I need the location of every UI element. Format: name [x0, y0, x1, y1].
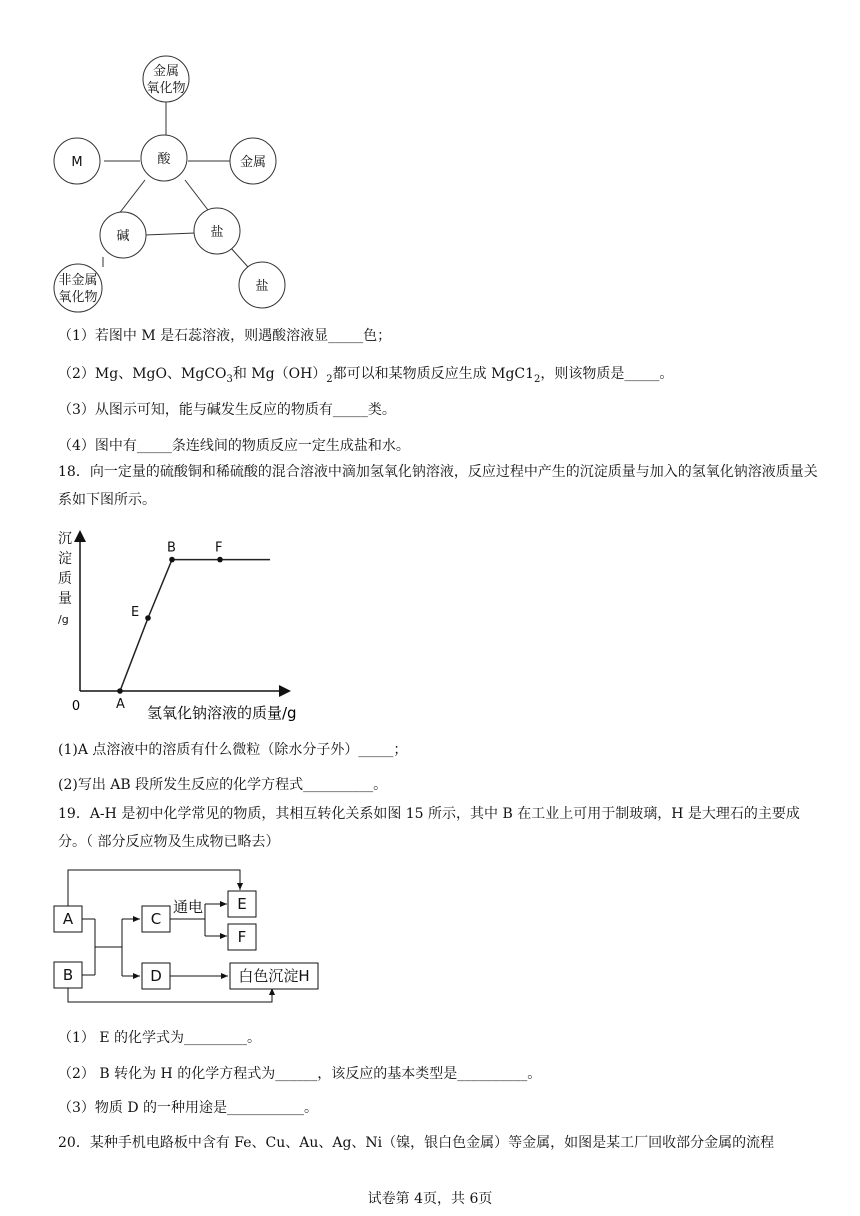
node-salt-1-label: 盐 [210, 225, 224, 240]
node-metal-oxide-label-1: 金属 [152, 64, 180, 79]
q17-part2-b: 和 Mg（OH） [232, 366, 327, 382]
data-point-e [145, 615, 151, 621]
node-salt-2-label: 盐 [255, 279, 269, 294]
x-axis-label: 氢氧化钠溶液的质量/g [147, 704, 297, 722]
node-metal-oxide-label-2: 氧化物 [146, 81, 186, 96]
node-nonmetal-oxide-label-1: 非金属 [58, 273, 98, 288]
node-nonmetal-oxide-label-2: 氧化物 [58, 290, 98, 305]
q17-part2 [58, 364, 673, 390]
box-c-label: C [150, 910, 162, 928]
series-line [120, 560, 270, 691]
q17-part2-sub3: 3 [226, 373, 233, 385]
box-a-label: A [62, 910, 74, 928]
box-d-label: D [150, 967, 162, 985]
q17-part2-a: （2）Mg、MgO、MgCO [58, 366, 227, 382]
q19-part2: （2） B 转化为 H 的化学方程式为______，该反应的基本类型是__________。 [58, 1066, 542, 1082]
q20-stem: 20．某种手机电路板中含有 Fe、Cu、Au、Ag、Ni（镍，银白色金属）等金属，如图是某工厂回收部分金属的流程 [58, 1135, 775, 1151]
y-axis-label-char: /g [58, 613, 69, 626]
page-footer: 试卷第 4页，共 6页 [367, 1191, 493, 1207]
y-axis-label-char: 淀 [58, 551, 72, 567]
data-label-f: F [215, 540, 223, 556]
data-label-e: E [131, 605, 140, 620]
q17-part2-c: 都可以和某物质反应生成 MgC1 [332, 366, 535, 382]
q18-stem: 18．向一定量的硫酸铜和稀硫酸的混合溶液中滴加氢氧化钠溶液，反应过程中产生的沉淀质量与加入的氢氧化钠溶液质量关系如下图所示。 [58, 464, 818, 508]
precipitate-mass-chart [50, 525, 320, 725]
origin-label: 0 [71, 699, 81, 714]
acid-relation-diagram [40, 45, 310, 320]
node-base-label: 碱 [116, 229, 130, 244]
box-h-label: 白色沉淀H [238, 967, 310, 985]
box-b-label: B [62, 966, 74, 984]
q17-part4: （4）图中有_____条连线间的物质反应一定生成盐和水。 [58, 438, 410, 454]
conversion-flowchart [50, 862, 330, 1012]
data-label-a: A [116, 697, 125, 712]
q19-part1: （1） E 的化学式为_________。 [58, 1030, 262, 1046]
node-m-label: M [71, 155, 83, 170]
data-label-b: B [167, 540, 176, 556]
data-point-a [117, 688, 123, 694]
q19-stem: 19．A-H 是初中化学常见的物质，其相互转化关系如图 15 所示，其中 B 在工业上可用于制玻璃，H 是大理石的主要成分。（ 部分反应物及生成物已略去） [58, 806, 800, 850]
box-f-label: F [237, 928, 247, 946]
q18-part1: (1)A 点溶液中的溶质有什么微粒（除水分子外）_____； [58, 742, 408, 758]
q18-part2: (2)写出 AB 段所发生反应的化学方程式__________。 [58, 777, 388, 793]
data-point-b [169, 557, 175, 563]
y-axis-label-char: 沉 [58, 531, 72, 547]
q17-part3: （3）从图示可知，能与碱发生反应的物质有_____类。 [58, 402, 396, 418]
q17-part2-d: ，则该物质是_____。 [540, 366, 674, 382]
y-axis-label-char: 量 [58, 591, 72, 607]
q17-part1: （1）若图中 M 是石蕊溶液，则遇酸溶液显_____色； [58, 328, 392, 344]
y-axis-label-char: 质 [58, 571, 72, 587]
q19-part3: （3）物质 D 的一种用途是___________。 [58, 1100, 319, 1116]
electrolysis-label: 通电 [172, 898, 204, 916]
data-point-f [217, 557, 223, 563]
node-acid-label: 酸 [157, 152, 171, 167]
box-e-label: E [237, 895, 247, 913]
q17-part2-sub2b: 2 [534, 373, 541, 385]
node-metal-label: 金属 [239, 155, 267, 170]
q17-part2-sub2: 2 [326, 373, 333, 385]
